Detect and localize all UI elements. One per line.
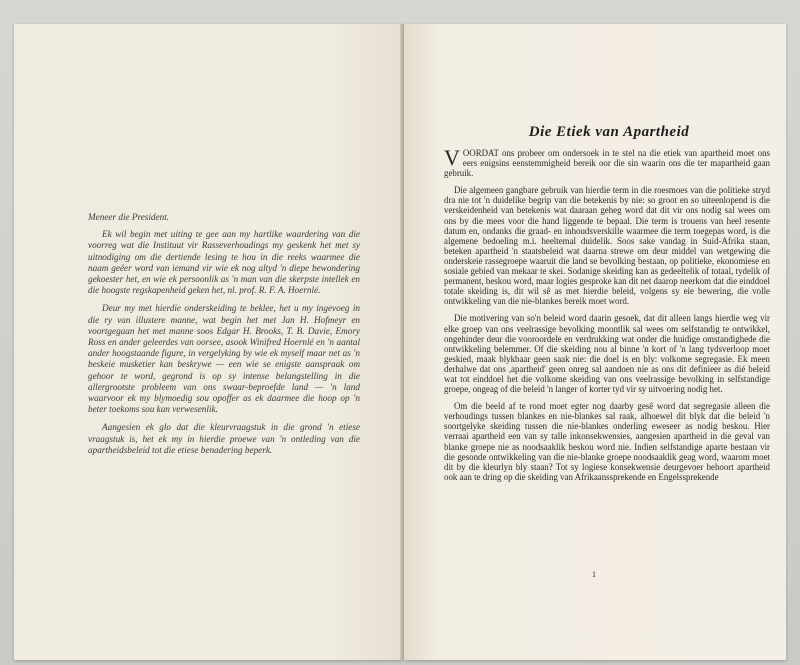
page-number: 1 — [592, 570, 596, 579]
open-booklet — [14, 24, 786, 660]
right-paragraph-1-text: OORDAT ons probeer om ondersoek in te stel na die etiek van apartheid moet ons eers enigsins eenstemmigheid bereik oor die sin waarin ons die ter mapartheid gaan gebruik. — [444, 148, 770, 179]
left-paragraph-2: Deur my met hierdie onderskeiding te beklee, het u my ingevoeg in die ry van illustere manne, wat begin het met Jan H. Hofmeyr en voortgegaan het met manne soos Edgar H. Brooks, T. B. Davie, Emory Ross en ander geleerdes van oorsee, asook Winifred Hoernlé en 'n aantal ander hoogstaande figure, in vergelyking by wie ek myself maar net as 'n beskeie musketier kan beskrywe — een wie se enigste aanspraak om gehoor te word, gegrond is op sy intense belangstelling in die allergrootste probleem van ons swaar-beproefde land — 'n land waarvoor ek my blymoedig sou opoffer as ek daarmee die hoop op 'n beter toekoms sou kan verwesenlik. — [88, 303, 360, 415]
right-page — [404, 24, 786, 660]
right-paragraph-1 — [444, 145, 770, 179]
left-page-text — [88, 212, 360, 463]
left-paragraph-3: Aangesien ek glo dat die kleurvraagstuk in die grond 'n etiese vraagstuk is, het ek my in hierdie proewe van 'n ontleding van die apartheidsbeleid tot die etiese benadering beperk. — [88, 422, 360, 455]
right-paragraph-4: Om die beeld af te rond moet egter nog daarby gesê word dat segregasie alleen die verhoudings tussen blankes en nie-blankes sal raak, alhoewel dit blyk dat die beleid 'n soortgelyke skeiding tussen die nie-blankes onderling eweseer as nodig beskou. Hier verraai apartheid een van sy talle inkonsekwensies, aangesien apartheid in die geval van blanke groepe nie as noodsaaklik beskou word nie. Indien selfstandige aparte bestaan vir die gesonde ontwikkeling van die nie-blanke groepe noodsaaklik geag word, waarom moet dit by die kleurlyn bly staan? Tot sy logiese konsekwensie deurgevoer behoort apartheid ook aan te dring op die skeiding van Afrikaanssprekende en Engelssprekende — [444, 401, 770, 482]
right-paragraph-2: Die algemeen gangbare gebruik van hierdie term in die roesmoes van die politieke stryd dra nie tot 'n duidelike begrip van die betekenis by nie: so groot en so uiteenlopend is die verskeidenheid van betekenis wat daaraan geheg word dat dit vir ons nodig sal wees om ons by die mees voor die hand liggende te bepaal. Die term is trouens van heel resente datum en, ondanks die graad- en inhoudsverskille waarmee die term toegepas word, is die algemene bedoeling m.i. heeltemal duidelik. Soos sake vandag in Suid-Afrika staan, beteken apartheid 'n staatsbeleid wat daarna strewe om deur middel van wetgewing die onderskeie rassegroepe waaruit die land se bevolking bestaan, op politieke, ekonomiese en sosiale gebied van mekaar te skei. Sodanige skeiding kan as gedeeltelik of totaal, tydelik of permanent, beskou word, maar logies gesproke kan dit net daarop neerkom dat die einddoel totale skeiding is, dit wil sê as met hierdie beleid, volgens sy eie bewering, die volle ontwikkeling van die nie-blankes bereik moet word. — [444, 185, 770, 307]
left-page — [14, 24, 402, 660]
right-paragraph-3: Die motivering van so'n beleid word daarin gesoek, dat dit alleen langs hierdie weg vir elke groep van ons veelrassige bevolking moontlik sal wees om selfstandig te ontwikkel, ongehinder deur die vooroordele en verdrukking wat onder die huidige omstandighede die ontwikkeling belemmer. Of die skeiding nou al binne 'n kort of 'n lang tydsverloop moet geskied, maak blykbaar geen saak nie: die doel is en bly: volkome segregasie. Ek meen derhalwe dat ons ,apartheid' geen onreg sal aandoen nie as ons dit definieer as dié beleid wat tot einddoel het die volkome skeiding van ons veelrassige bevolking in selfstandige groepe, ongeag of die beleid 'n langer of korter tyd vir sy uitvoering nodig het. — [444, 313, 770, 395]
chapter-title: Die Etiek van Apartheid — [528, 124, 690, 140]
left-paragraph-1: Ek wil begin met uiting te gee aan my hartlike waardering van die voorreg wat die Instituut vir Rasseverhoudings my geskenk het met sy uitnodiging om die dertiende lesing te hou in die reeks waarmee die naam geëer word van iemand vir wie ek nog altyd 'n diepe bewondering gekoester het, en wie ek persoonlik as 'n man van die skerpste intellek en die hoogste regskapenheid geken het, nl. prof. R. F. A. Hoernlé. — [88, 229, 360, 296]
salutation: Meneer die President. — [88, 212, 170, 222]
right-page-text — [444, 145, 770, 489]
drop-cap: V — [444, 145, 460, 170]
